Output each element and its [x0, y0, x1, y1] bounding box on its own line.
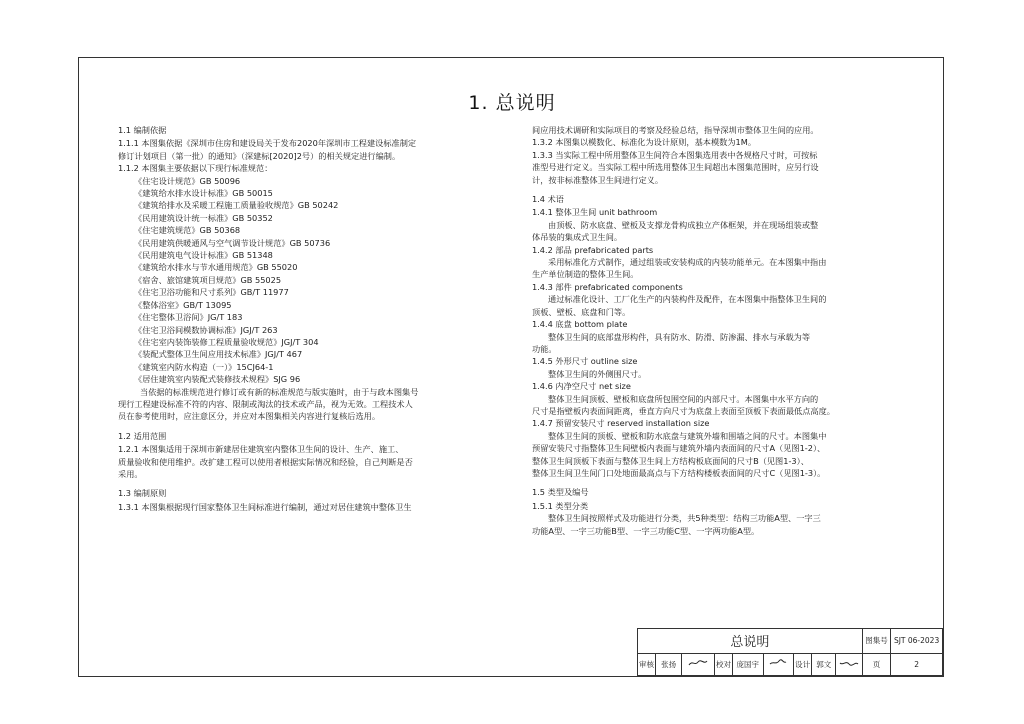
design-label: 设计	[794, 653, 812, 675]
text-line: 间应用技术调研和实际项目的考察及经验总结，指导深圳市整体卫生间的应用。	[532, 125, 819, 135]
text-line: 《住宅建筑规范》GB 50368	[134, 225, 241, 236]
atlas-no: SJT 06-2023	[891, 629, 943, 654]
text-line: 《建筑给水排水设计标准》GB 50015	[134, 188, 273, 199]
designer-name: 郭文	[812, 653, 836, 675]
text-line: 体吊装的集成式卫生间。	[532, 232, 623, 243]
text-line: 1.3.2 本图集以模数化、标准化为设计原则，基本模数为1M。	[532, 137, 757, 148]
section-heading: 1.3 编制原则	[118, 488, 167, 499]
text-line: 生产单位制造的整体卫生间。	[532, 269, 639, 280]
page-number: 2	[891, 653, 943, 675]
text-line: 1.4.7 预留安装尺寸 reserved installation size	[532, 418, 710, 429]
text-line: 功能。	[532, 343, 557, 354]
text-line: 《宿舍、旅馆建筑项目规范》GB 55025	[134, 274, 282, 285]
text-line: 1.1.1 本图集依据《深圳市住房和建设局关于发布2020年深圳市工程建设标准制定	[118, 138, 417, 149]
checker-name: 庞国宇	[732, 653, 763, 675]
text-line: 《住宅室内装饰装修工程质量验收规范》JGJ/T 304	[134, 336, 319, 347]
text-line: 尺寸是指壁板内表面间距离，垂直方向尺寸为底盘上表面至顶板下表面最低点高度。	[532, 405, 835, 416]
page-label: 页	[862, 653, 890, 675]
text-line: 《装配式整体卫生间应用技术标准》JGJ/T 467	[134, 349, 303, 360]
section-heading: 1.1 编制依据	[118, 125, 167, 135]
text-line: 《建筑室内防水构造（一）》15CJ64-1	[134, 361, 274, 372]
text-line: 整体卫生间的底部盘形构件，具有防水、防滑、防渗漏、排水与承载为等	[548, 331, 811, 342]
text-line: 1.2.1 本图集适用于深圳市新建居住建筑室内整体卫生间的设计、生产、施工、	[118, 444, 404, 455]
text-line: 《住宅整体卫浴间》JG/T 183	[134, 312, 243, 323]
text-line: 《建筑给排水及采暖工程施工质量验收规范》GB 50242	[134, 200, 339, 211]
text-line: 1.1.2 本图集主要依据以下现行标准规范：	[118, 163, 273, 174]
text-line: 《住宅卫浴功能和尺寸系列》GB/T 11977	[134, 287, 289, 298]
text-line: 整体卫生间按照样式及功能进行分类，共5种类型：结构三功能A型、一字三	[548, 513, 821, 524]
text-line: 1.4.4 底盘 bottom plate	[532, 319, 628, 330]
text-line: 由顶板、防水底盘、壁板及支撑龙骨构成独立产体框架，并在现场组装或整	[548, 219, 819, 230]
reviewer-name: 张扬	[655, 653, 681, 675]
text-line: 员在参考使用时，应注意区分，并应对本图集相关内容进行复核后选用。	[118, 411, 381, 422]
text-line: 1.4.6 内净空尺寸 net size	[532, 381, 631, 392]
text-line: 功能A型、一字三功能B型、一字三功能C型、一字两功能A型。	[532, 525, 760, 536]
text-line: 计，按非标准整体卫生间进行定义。	[532, 174, 664, 185]
page-title: 1. 总说明	[468, 92, 556, 114]
text-line: 修订计划项目（第一批）的通知》（深建标[2020]2号）的相关规定进行编制。	[118, 150, 401, 161]
text-line: 1.3.3 当实际工程中所用整体卫生间符合本图集选用表中各规格尺寸时，可按标	[532, 149, 818, 160]
text-line: 《民用建筑供暖通风与空气调节设计规范》GB 50736	[134, 237, 331, 248]
title-block	[637, 628, 943, 676]
text-line: 1.4.2 部品 prefabricated parts	[532, 244, 654, 255]
signature-mark	[839, 659, 859, 667]
section-heading: 1.5 类型及编号	[532, 487, 589, 498]
text-line: 整体卫生间顶板、壁板和底盘所包围空间的内部尺寸。本图集中水平方向的	[548, 393, 819, 404]
section-heading: 1.4 术语	[532, 194, 564, 205]
text-line: 1.5.1 类型分类	[532, 500, 589, 511]
review-label: 审核	[638, 653, 656, 675]
checker-signature	[763, 653, 794, 675]
text-line: 整体卫生间卫生间门口处地面最高点与下方结构楼板表面间的尺寸C（见图1-3）。	[532, 467, 826, 478]
text-line: 《居住建筑室内装配式装修技术规程》SJG 96	[134, 374, 301, 385]
text-line: 采用标准化方式制作，通过组装或安装构成的内装功能单元。在本图集中指由	[548, 257, 827, 268]
section-heading: 1.2 适用范围	[118, 430, 167, 441]
text-line: 《民用建筑设计统一标准》GB 50352	[134, 212, 273, 223]
text-line: 《住宅卫浴间模数协调标准》JGJ/T 263	[134, 324, 278, 335]
text-line: 1.3.1 本图集根据现行国家整体卫生间标准进行编制，通过对居住建筑中整体卫生	[118, 501, 412, 512]
text-line: 整体卫生间的外侧围尺寸。	[548, 368, 647, 379]
signature-mark	[688, 659, 708, 667]
text-line: 《整体浴室》GB/T 13095	[134, 299, 232, 310]
text-line: 质量验收和使用维护。改扩建工程可以使用者根据实际情况和经验，自己判断是否	[118, 456, 413, 467]
text-line: 顶板、壁板、底盘和门等。	[532, 306, 631, 317]
text-line: 整体卫生间顶板下表面与整体卫生间上方结构板底面间的尺寸B（见图1-3）、	[532, 455, 809, 466]
text-line: 通过标准化设计、工厂化生产的内装构件及配件，在本图集中指整体卫生间的	[548, 294, 827, 305]
text-line: 现行工程建设标准不符的内容、限制或淘汰的技术或产品，视为无效。工程技术人	[118, 398, 413, 409]
text-line: 采用。	[118, 468, 143, 479]
check-label: 校对	[715, 653, 733, 675]
text-line: 当依据的标准规范进行修订或有新的标准规范与版实施时，由于与政本图集号	[140, 386, 419, 397]
drawing-title: 总说明	[638, 629, 863, 654]
text-line: 《建筑给水排水与节水通用规范》GB 55020	[134, 262, 298, 273]
signature-mark	[768, 659, 788, 667]
left-column	[118, 124, 513, 513]
atlas-no-label: 图集号	[862, 629, 890, 654]
reviewer-signature	[682, 653, 715, 675]
text-line: 1.4.5 外形尺寸 outline size	[532, 356, 638, 367]
text-line: 1.4.1 整体卫生间 unit bathroom	[532, 207, 658, 218]
text-line: 准型号进行定义。当实际工程中所选用整体卫生间超出本图集范围时，应另行设	[532, 162, 819, 173]
text-line: 《民用建筑电气设计标准》GB 51348	[134, 250, 273, 261]
text-line: 整体卫生间的顶板、壁板和防水底盘与建筑外墙和围墙之间的尺寸。本图集中	[548, 430, 827, 441]
designer-signature	[836, 653, 862, 675]
right-column	[532, 124, 914, 537]
text-line: 《住宅设计规范》GB 50096	[134, 175, 241, 186]
text-line: 1.4.3 部件 prefabricated components	[532, 281, 683, 292]
text-line: 预留安装尺寸指整体卫生间壁板内表面与建筑外墙内表面间的尺寸A（见图1-2）、	[532, 443, 826, 454]
